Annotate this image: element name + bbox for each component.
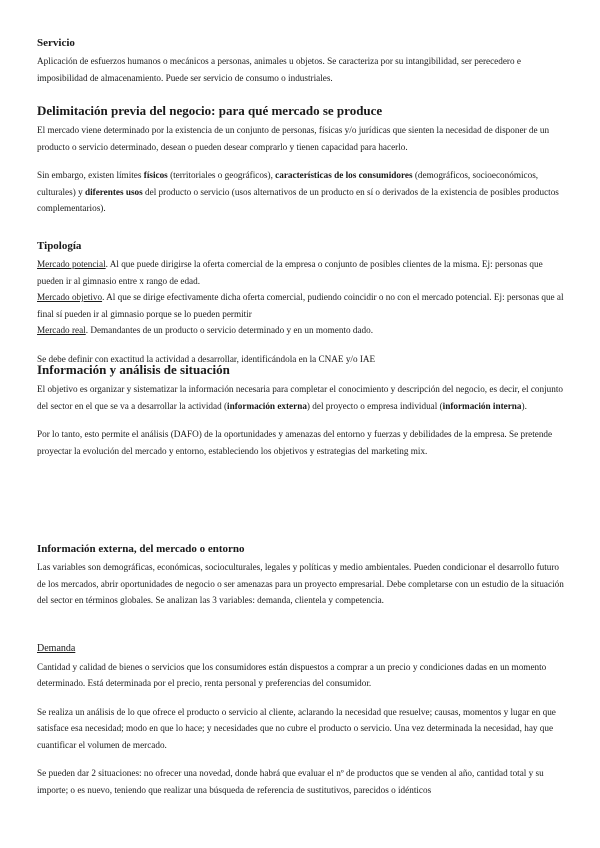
- text-span: del producto o servicio (usos alternativos de un producto en sí o derivados de la existencia de posibles productos complementarios).: [37, 186, 559, 213]
- section-informacion-externa: [37, 542, 567, 609]
- section-servicio: [37, 36, 567, 86]
- term-mercado-real: Mercado real: [37, 325, 86, 335]
- paragraph-demanda-3: Se pueden dar 2 situaciones: no ofrecer una novedad, donde habrá que evaluar el nº de productos que se venden al año, cantidad total y su importe; o es nuevo, teniendo que realizar una búsqueda de referencia de sustitutivos, parecidos o idénticos: [37, 768, 544, 795]
- bold-caracteristicas: características de los consumidores: [275, 170, 413, 180]
- heading-tipologia: Tipología: [37, 240, 82, 252]
- bold-diferentes-usos: diferentes usos: [84, 186, 143, 197]
- text-span: (territoriales o geográficos),: [167, 170, 276, 180]
- heading-informacion-externa: Información externa, del mercado o entorno: [37, 543, 245, 555]
- heading-informacion: Información y análisis de situación: [37, 362, 230, 377]
- paragraph-servicio: Aplicación de esfuerzos humanos o mecánicos a personas, animales u objetos. Se caracteriza por su intangibilidad, ser perecedero e imposibilidad de almacenamiento. Puede ser servicio de consumo o industriales.: [37, 56, 521, 83]
- paragraph-mercado-potencial: [37, 256, 567, 289]
- paragraph-mercado-objetivo: [37, 289, 567, 322]
- paragraph-delimitacion-2: [37, 167, 567, 217]
- section-delimitacion: [37, 103, 567, 217]
- paragraph-cnae: Se debe definir con exactitud la actividad a desarrollar, identificándola en la CNAE y/o IAE: [37, 353, 376, 364]
- heading-demanda: Demanda: [37, 643, 76, 654]
- paragraph-informacion-externa: Las variables son demográficas, económicas, socioculturales, legales y políticas y medio ambientales. Pueden condicionar el desarrollo futuro de los mercados, abrir oportunidades de negocio o ser amenazas para un proyecto empresarial. Debe completarse con un estudio de la situación del sector en términos globales. Se analizan las 3 variables: demanda, clientela y competencia.: [37, 562, 564, 605]
- paragraph-demanda-1: Cantidad y calidad de bienes o servicios que los consumidores están dispuestos a comprar a un precio y condiciones dadas en un momento determinado. Está determinada por el precio, renta personal y preferencias del consumidor.: [37, 661, 547, 688]
- text-span: ).: [521, 400, 527, 411]
- text-span: El objetivo es organizar y sistematizar la información necesaria para completar el conocimiento y descripción del negocio, es decir, el conjunto del sector en el que se va a desarrollar la actividad (: [37, 384, 564, 411]
- section-demanda: [37, 641, 567, 798]
- section-tipologia: [37, 239, 567, 367]
- text-span: Sin embargo, existen límites: [37, 170, 144, 180]
- heading-servicio: Servicio: [37, 37, 75, 49]
- bold-informacion-interna: información interna: [442, 400, 522, 411]
- text-span: . Al que se dirige efectivamente dicha oferta comercial, pudiendo coincidir o no con el mercado potencial. Ej: personas que al final sí pueden ir al gimnasio porque se lo pueden permitir: [37, 292, 564, 319]
- paragraph-informacion-1: [37, 381, 567, 414]
- paragraph-informacion-2: Por lo tanto, esto permite el análisis (DAFO) de la oportunidades y amenazas del entorno y fuerzas y debilidades de la empresa. Se pretende proyectar la evolución del mercado y entorno, estableciendo los objetivos y estrategias del marketing mix.: [37, 429, 553, 456]
- bold-informacion-externa: información externa: [227, 400, 307, 411]
- text-span: ) del proyecto o empresa individual (: [306, 400, 443, 411]
- paragraph-mercado-real: [37, 322, 567, 339]
- heading-delimitacion: Delimitación previa del negocio: para qué mercado se produce: [37, 103, 383, 118]
- bold-fisicos: físicos: [143, 170, 168, 180]
- text-span: . Al que puede dirigirse la oferta comercial de la empresa o conjunto de posibles clientes de la misma. Ej: personas que pueden ir al gimnasio entre x rango de edad.: [37, 259, 543, 286]
- paragraph-delimitacion-1: El mercado viene determinado por la existencia de un conjunto de personas, físicas y/o jurídicas que sienten la necesidad de disponer de un producto o servicio determinado, desean o pueden desear comprarlo y tienen capacidad para hacerlo.: [37, 125, 550, 152]
- paragraph-demanda-2: Se realiza un análisis de lo que ofrece el producto o servicio al cliente, aclarando la necesidad que resuelve; causas, momentos y lugar en que satisface esa necesidad; modo en que lo hace; y necesidades que no cubre el producto o servicio. Una vez determinada la necesidad, hay que cuantificar el volumen de mercado.: [37, 706, 556, 750]
- term-mercado-objetivo: Mercado objetivo: [37, 292, 103, 302]
- term-mercado-potencial: Mercado potencial: [37, 259, 106, 269]
- text-span: . Demandantes de un producto o servicio determinado y en un momento dado.: [85, 325, 374, 335]
- section-informacion: [37, 362, 567, 459]
- text-span: (demográficos, socioeconómicos, culturales) y: [37, 170, 539, 197]
